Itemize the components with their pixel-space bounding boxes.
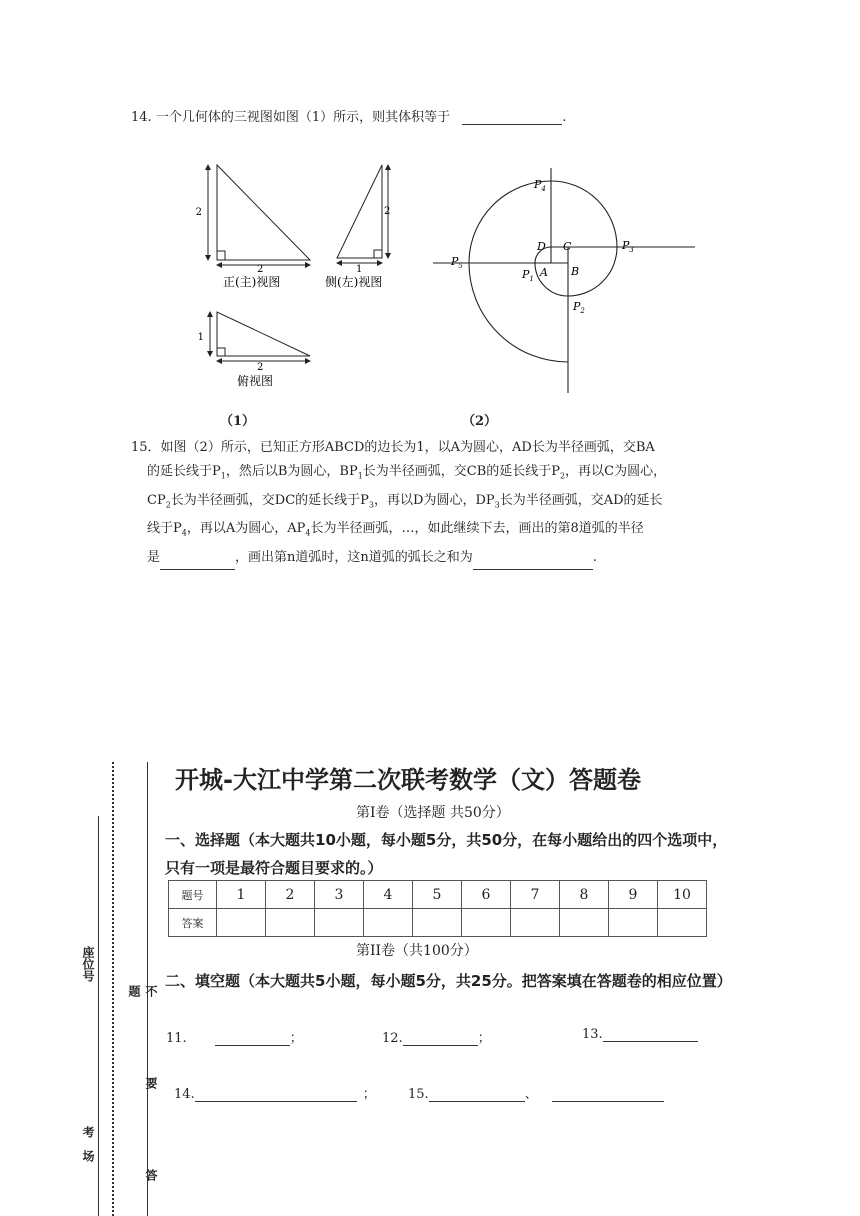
answer-blank[interactable] — [429, 1101, 525, 1102]
point-label: $P_2$ — [573, 300, 585, 315]
question-number-cell: 3 — [315, 881, 364, 909]
top-view-triangle — [217, 312, 310, 356]
question-number-cell: 8 — [560, 881, 609, 909]
answer-cell[interactable] — [315, 909, 364, 937]
figure-2-label: （2） — [462, 414, 498, 429]
dimension-label: 1 — [197, 332, 204, 343]
fill-13: 13. — [582, 1027, 698, 1042]
question-number-cell: 9 — [609, 881, 658, 909]
answer-blank[interactable] — [215, 1045, 290, 1046]
side-view-figure — [325, 150, 400, 290]
point-label: $P_4$ — [534, 178, 546, 193]
question-number-cell: 2 — [266, 881, 315, 909]
view-caption: 侧(左)视图 — [325, 275, 383, 289]
table-header-row — [169, 881, 707, 909]
do-not-answer-notice: 不 要 答 题 — [127, 985, 158, 1215]
fill-14: 14. ； — [174, 1087, 376, 1102]
question-number-cell: 5 — [413, 881, 462, 909]
part-2-heading: 第II卷（共100分） — [356, 943, 478, 959]
dimension-label: 2 — [195, 207, 202, 218]
seat-number-label: 座位号 — [81, 946, 95, 982]
section-1-instructions: 一、选择题（本大题共10小题，每小题5分，共50分，在每小题给出的四个选项中，只有一项是最符合题目要求的。） — [165, 831, 728, 877]
answer-cell[interactable] — [364, 909, 413, 937]
part-1-heading: 第I卷（选择题 共50分） — [356, 805, 510, 821]
dimension-label: 2 — [257, 264, 264, 275]
question-number-cell: 1 — [217, 881, 266, 909]
fill-11: 11. ； — [166, 1031, 303, 1046]
answer-blank[interactable] — [403, 1045, 478, 1046]
answer-sheet-title: 开城-大江中学第二次联考数学（文）答题卷 — [175, 766, 641, 794]
front-view-triangle — [217, 165, 310, 260]
point-label: $P_1$ — [522, 268, 534, 283]
table-answer-row — [169, 909, 707, 937]
point-label: C — [563, 240, 572, 253]
question-text: 一个几何体的三视图如图（1）所示，则其体积等于 — [155, 110, 451, 125]
answer-blank[interactable] — [603, 1041, 698, 1042]
answer-cell[interactable] — [511, 909, 560, 937]
point-label: $P_5$ — [451, 255, 463, 270]
answer-cell[interactable] — [462, 909, 511, 937]
dimension-label: 2 — [384, 206, 391, 217]
answer-row-label: 答案 — [169, 909, 217, 937]
answer-blank[interactable] — [552, 1101, 664, 1102]
fill-12: 12. ； — [382, 1031, 491, 1046]
arc-spiral-figure — [430, 160, 700, 400]
point-label: $P_3$ — [622, 239, 634, 254]
answer-blank[interactable] — [160, 569, 235, 570]
view-caption: 俯视图 — [237, 374, 274, 388]
binding-dotted-line — [112, 762, 114, 1216]
answer-blank[interactable] — [462, 124, 562, 125]
answer-cell[interactable] — [217, 909, 266, 937]
table-header-label: 题号 — [169, 881, 217, 909]
answer-blank[interactable] — [195, 1101, 357, 1102]
three-view-figure — [195, 150, 325, 400]
answer-cell[interactable] — [560, 909, 609, 937]
question-number-cell: 7 — [511, 881, 560, 909]
dimension-label: 2 — [257, 362, 264, 373]
answer-cell[interactable] — [413, 909, 462, 937]
figure-1-label: （1） — [220, 414, 256, 429]
view-caption: 正(主)视图 — [223, 275, 281, 289]
section-2-instructions: 二、填空题（本大题共5小题，每小题5分，共25分。把答案填在答题卷的相应位置） — [165, 972, 732, 990]
question-number-cell: 6 — [462, 881, 511, 909]
point-label: D — [537, 240, 546, 253]
fill-15: 15. 、 — [408, 1083, 664, 1102]
right-angle-mark — [217, 251, 225, 260]
answer-cell[interactable] — [609, 909, 658, 937]
answer-cell[interactable] — [266, 909, 315, 937]
answer-blank[interactable] — [473, 569, 593, 570]
dimension-label: 1 — [356, 264, 363, 275]
margin-line — [98, 816, 99, 1216]
side-view-triangle — [337, 165, 382, 258]
question-number: 14. — [131, 110, 152, 125]
question-14: 14. 一个几何体的三视图如图（1）所示，则其体积等于 . — [131, 110, 567, 125]
answer-cell[interactable] — [658, 909, 707, 937]
answer-table — [168, 880, 707, 937]
question-number-cell: 10 — [658, 881, 707, 909]
question-15: 15．如图（2）所示，已知正方形ABCD的边长为1，以A为圆心，AD长为半径画弧，交BA 的延长线于$P_1$，然后以B为圆心，$BP_1$长为半径画弧，交CB的延长线于$P_2$，再以C为圆心， $CP_2$长为半径画弧，交DC的延长线于$P_3$，再以D为圆心，$DP_3$长为半径画弧，交AD的延长 线于$P_4$，再以A为圆心，$AP_4$长为半径画弧，…，如此继续下去，画出的第8道弧的半径 是 ，画出第n道弧时，这n道弧的弧长之和为 . — [131, 436, 731, 570]
exam-room-label: 考 场 — [81, 1126, 95, 1162]
point-label: B — [571, 265, 580, 278]
point-label: A — [540, 266, 548, 279]
question-number-cell: 4 — [364, 881, 413, 909]
